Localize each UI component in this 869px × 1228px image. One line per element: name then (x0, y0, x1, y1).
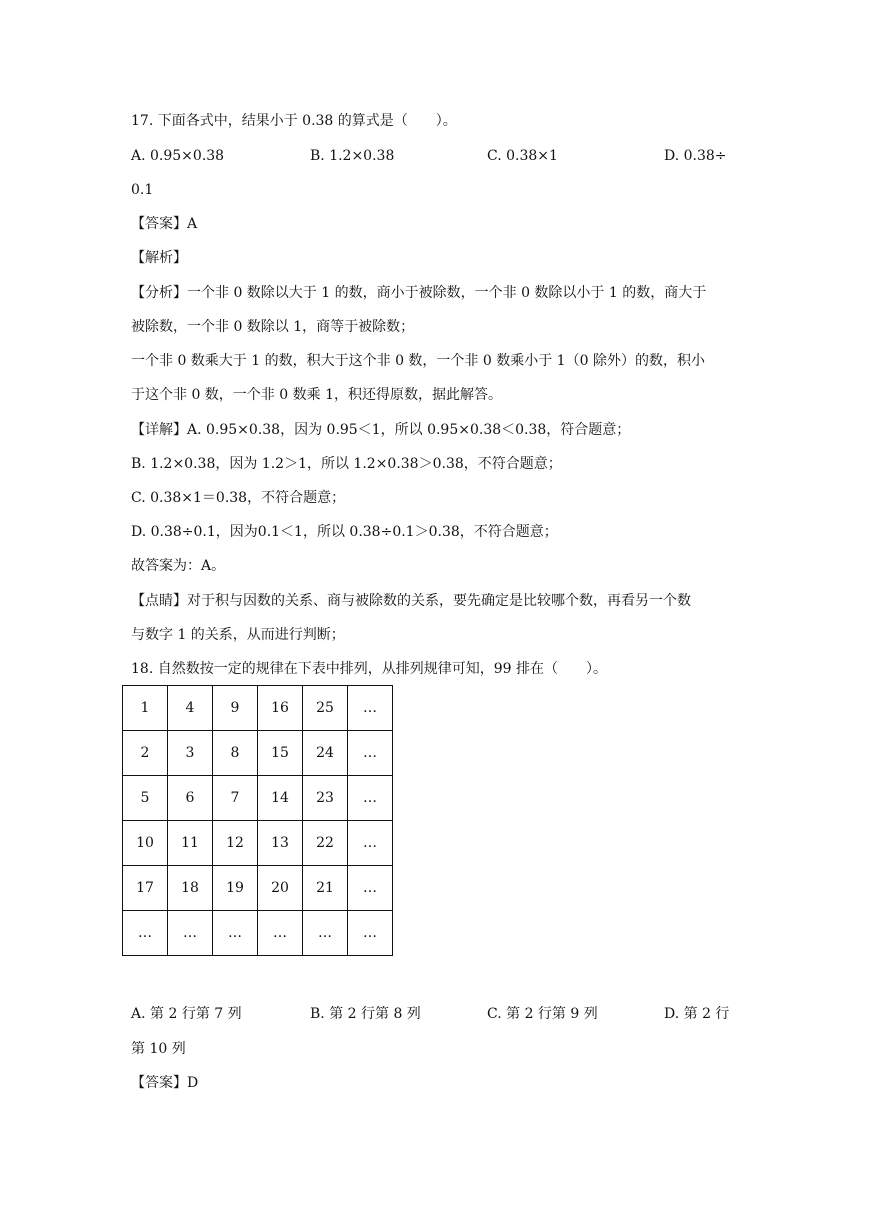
table-cell: 8 (213, 731, 258, 776)
table-cell: 18 (168, 866, 213, 911)
q18-option-c: C. 第 2 行第 9 列 (487, 1006, 598, 1022)
table-cell: 9 (213, 686, 258, 731)
table-cell: 3 (168, 731, 213, 776)
table-row (123, 776, 393, 821)
table-cell: 25 (303, 686, 348, 731)
q17-line-11: 与数字 1 的关系，从而进行判断； (131, 627, 345, 643)
table-cell: 12 (213, 821, 258, 866)
table-cell: 23 (303, 776, 348, 821)
table-cell: 20 (258, 866, 303, 911)
table-cell: … (213, 911, 258, 956)
table-cell: … (348, 731, 393, 776)
q17-option-b: B. 1.2×0.38 (310, 148, 395, 164)
q18-option-a: A. 第 2 行第 7 列 (131, 1006, 242, 1022)
table-cell: … (303, 911, 348, 956)
table-cell: … (258, 911, 303, 956)
table-cell: 15 (258, 731, 303, 776)
q17-option-d-wrap: 0.1 (131, 182, 154, 198)
table-cell: 4 (168, 686, 213, 731)
q17-line-6: B. 1.2×0.38，因为 1.2＞1，所以 1.2×0.38＞0.38，不符合题意； (131, 456, 562, 472)
q17-option-c: C. 0.38×1 (487, 148, 558, 164)
q17-line-2: 被除数，一个非 0 数除以 1，商等于被除数； (131, 319, 415, 335)
q18-option-d: D. 第 2 行 (664, 1006, 730, 1022)
table-cell: 13 (258, 821, 303, 866)
table-cell: … (348, 686, 393, 731)
table-cell: … (123, 911, 168, 956)
q17-line-1: 【分析】一个非 0 数除以大于 1 的数，商小于被除数，一个非 0 数除以小于 1 的数，商大于 (131, 285, 707, 301)
table-cell: 14 (258, 776, 303, 821)
table-row (123, 821, 393, 866)
q18-stem: 18. 自然数按一定的规律在下表中排列，从排列规律可知，99 排在（ ）。 (131, 661, 607, 677)
table-cell: 5 (123, 776, 168, 821)
table-cell: 1 (123, 686, 168, 731)
table-cell: 22 (303, 821, 348, 866)
number-grid-table (122, 685, 393, 956)
table-cell: 24 (303, 731, 348, 776)
q17-analysis-title: 【解析】 (131, 250, 187, 266)
table-cell: 10 (123, 821, 168, 866)
q17-stem: 17. 下面各式中，结果小于 0.38 的算式是（ ）。 (131, 113, 457, 129)
table-cell: … (348, 911, 393, 956)
q17-line-10: 【点睛】对于积与因数的关系、商与被除数的关系，要先确定是比较哪个数，再看另一个数 (131, 593, 691, 609)
q17-line-9: 故答案为：A。 (131, 558, 226, 574)
table-cell: 2 (123, 731, 168, 776)
q17-line-8: D. 0.38÷0.1，因为0.1＜1，所以 0.38÷0.1＞0.38，不符合题意； (131, 524, 558, 540)
table-cell: 11 (168, 821, 213, 866)
table-cell: 6 (168, 776, 213, 821)
table-row (123, 686, 393, 731)
table-row (123, 911, 393, 956)
table-row (123, 731, 393, 776)
q18-answer: 【答案】D (131, 1075, 199, 1091)
table-cell: 19 (213, 866, 258, 911)
table-cell: … (348, 821, 393, 866)
q18-option-b: B. 第 2 行第 8 列 (310, 1006, 421, 1022)
table-cell: 7 (213, 776, 258, 821)
q17-line-5: 【详解】A. 0.95×0.38，因为 0.95＜1，所以 0.95×0.38＜0.38，符合题意； (131, 422, 631, 438)
table-cell: … (348, 776, 393, 821)
q17-option-a: A. 0.95×0.38 (131, 148, 225, 164)
table-cell: 21 (303, 866, 348, 911)
table-cell: … (348, 866, 393, 911)
q17-answer: 【答案】A (131, 216, 198, 232)
q17-line-4: 于这个非 0 数，一个非 0 数乘 1，积还得原数，据此解答。 (131, 387, 502, 403)
table-cell: … (168, 911, 213, 956)
q18-option-d-wrap: 第 10 列 (131, 1041, 186, 1057)
table-cell: 17 (123, 866, 168, 911)
table-cell: 16 (258, 686, 303, 731)
q17-option-d: D. 0.38÷ (664, 148, 727, 164)
q17-line-3: 一个非 0 数乘大于 1 的数，积大于这个非 0 数，一个非 0 数乘小于 1（0 除外）的数，积小 (131, 353, 705, 369)
q17-line-7: C. 0.38×1＝0.38，不符合题意； (131, 490, 346, 506)
table-row (123, 866, 393, 911)
